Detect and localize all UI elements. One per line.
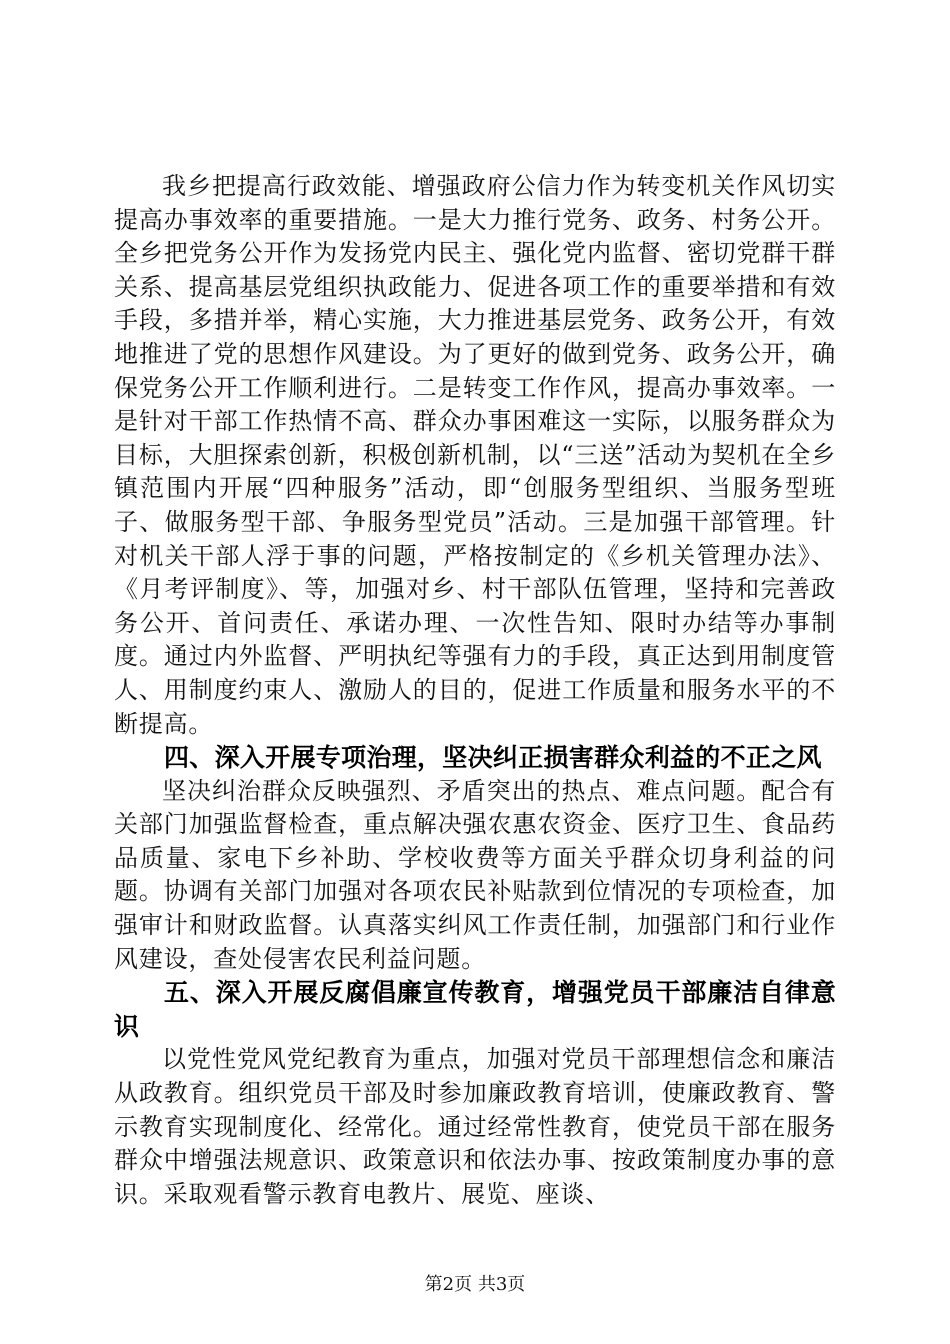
body-paragraph-anticorruption-education: 以党性党风党纪教育为重点，加强对党员干部理想信念和廉洁从政教育。组织党员干部及时参加廉政教育培训，使廉政教育、警示教育实现制度化、经常化。通过经常性教育，使党员干部在服务群众中增强法规意识、政策意识和依法办事、按政策制度办事的意识。采取观看警示教育电教片、展览、座谈、: [114, 1045, 836, 1208]
document-body: [114, 170, 836, 1211]
body-paragraph-special-governance: 坚决纠治群众反映强烈、矛盾突出的热点、难点问题。配合有关部门加强监督检查，重点解决强农惠农资金、医疗卫生、食品药品质量、家电下乡补助、学校收费等方面关乎群众切身利益的问题。协调有关部门加强对各项农民补贴款到位情况的专项检查，加强审计和财政监督。认真落实纠风工作责任制，加强部门和行业作风建设，查处侵害农民利益问题。: [114, 776, 836, 973]
section-heading-five: 五、深入开展反腐倡廉宣传教育，增强党员干部廉洁自律意识: [114, 978, 836, 1041]
body-paragraph-efficiency: 我乡把提高行政效能、增强政府公信力作为转变机关作风切实提高办事效率的重要措施。一是大力推行党务、政务、村务公开。全乡把党务公开作为发扬党内民主、强化党内监督、密切党群干群关系、提高基层党组织执政能力、促进各项工作的重要举措和有效手段，多措并举，精心实施，大力推进基层党务、政务公开，有效地推进了党的思想作风建设。为了更好的做到党务、政务公开，确保党务公开工作顺利进行。二是转变工作作风，提高办事效率。一是针对干部工作热情不高、群众办事困难这一实际，以服务群众为目标，大胆探索创新，积极创新机制，以“三送”活动为契机在全乡镇范围内开展“四种服务”活动，即“创服务型组织、当服务型班子、做服务型干部、争服务型党员”活动。三是加强干部管理。针对机关干部人浮于事的问题，严格按制定的《乡机关管理办法》、《月考评制度》、等，加强对乡、村干部队伍管理，坚持和完善政务公开、首问责任、承诺办理、一次性告知、限时办结等办事制度。通过内外监督、严明执纪等强有力的手段，真正达到用制度管人、用制度约束人、激励人的目的，促进工作质量和服务水平的不断提高。: [114, 172, 836, 738]
section-heading-four: 四、深入开展专项治理，坚决纠正损害群众利益的不正之风: [164, 743, 822, 773]
page-number-footer: 第2页 共3页: [424, 1274, 526, 1295]
